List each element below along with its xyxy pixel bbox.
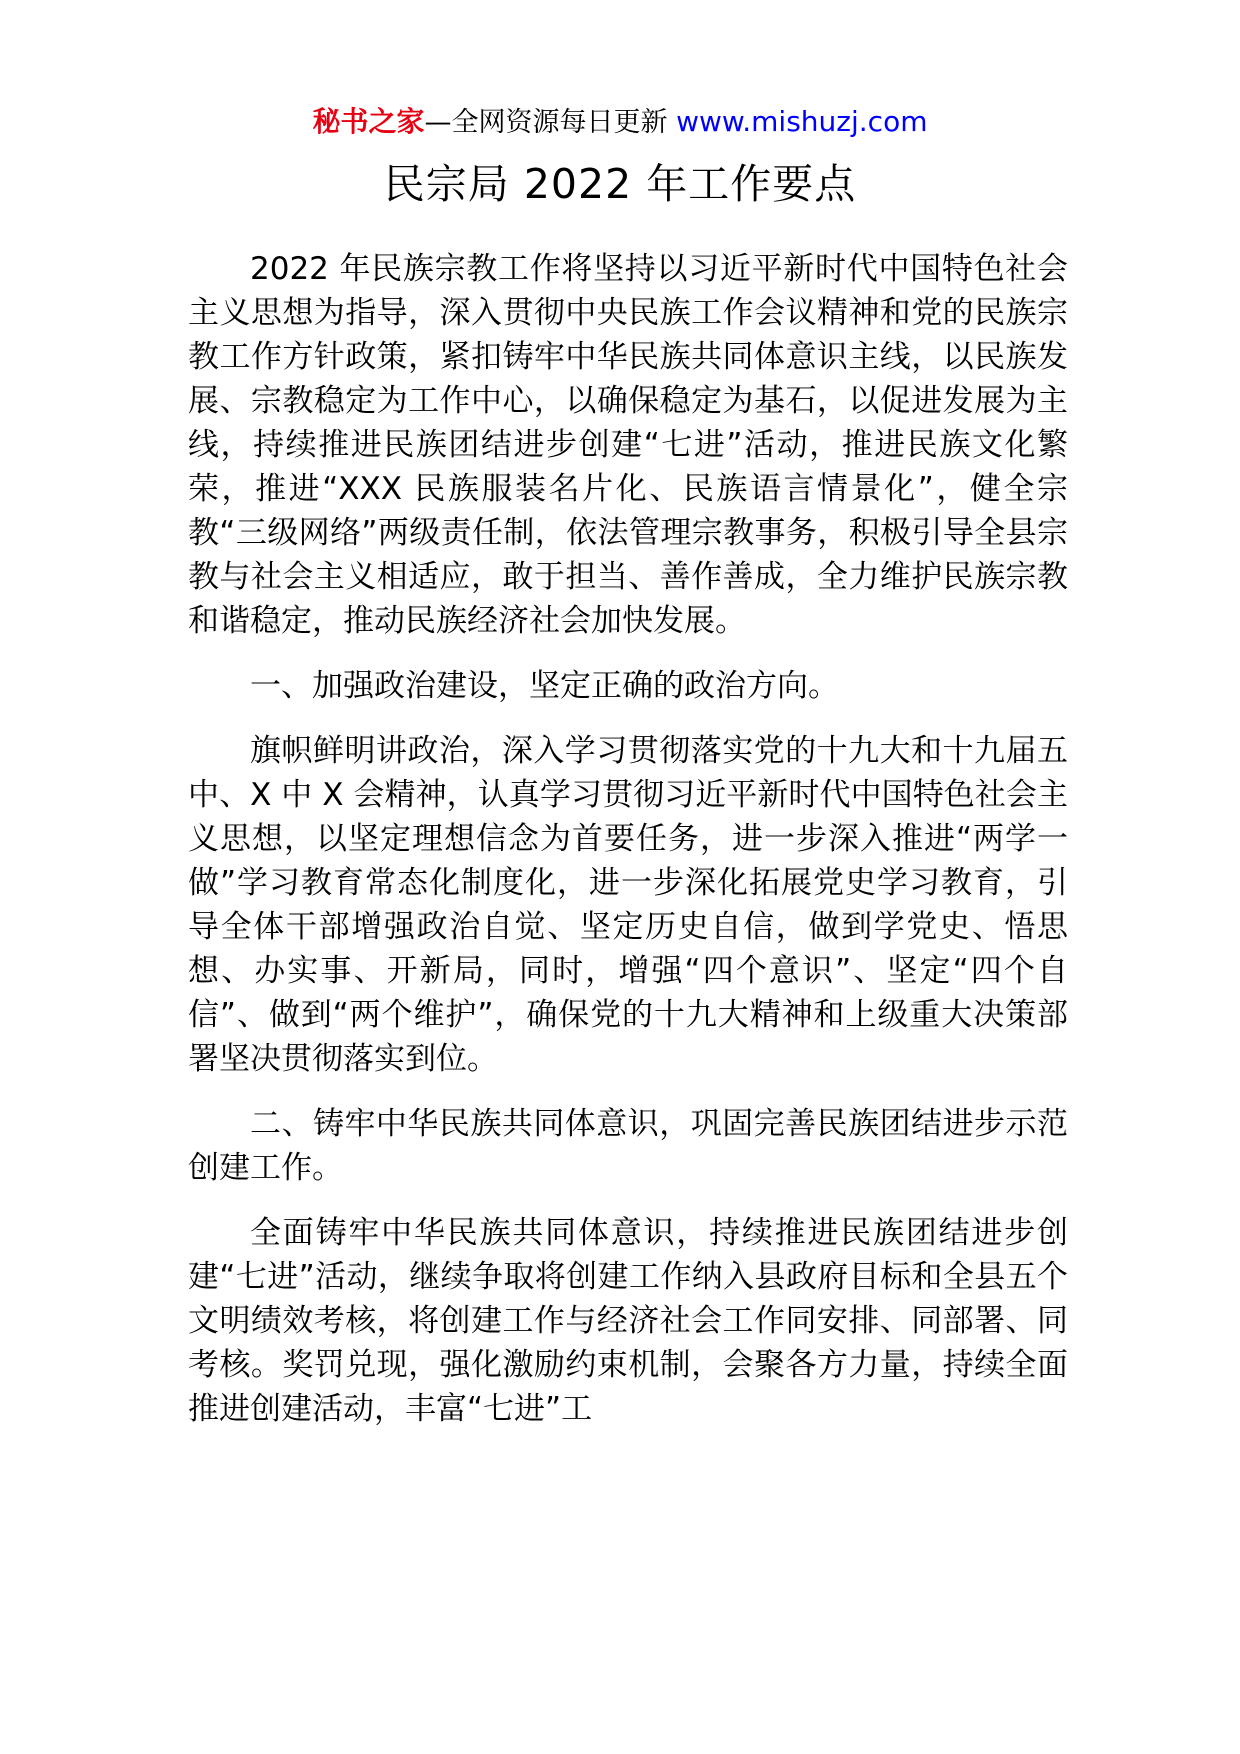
site-url-link[interactable]: www.mishuzj.com (676, 105, 928, 138)
document-body (188, 247, 1068, 1431)
section-heading-2: 二、铸牢中华民族共同体意识，巩固完善民族团结进步示范创建工作。 (188, 1106, 1068, 1186)
banner-tagline: —全网资源每日更新 (424, 107, 668, 138)
intro-paragraph: 2022 年民族宗教工作将坚持以习近平新时代中国特色社会主义思想为指导，深入贯彻中央民族工作会议精神和党的民族宗教工作方针政策，紧扣铸牢中华民族共同体意识主线，以民族发展、宗教稳定为工作中心，以确保稳定为基石，以促进发展为主线，持续推进民族团结进步创建“七进”活动，推进民族文化繁荣，推进“XXX 民族服装名片化、民族语言情景化”，健全宗教“三级网络”两级责任制，依法管理宗教事务，积极引导全县宗教与社会主义相适应，敢于担当、善作善成，全力维护民族宗教和谐稳定，推动民族经济社会加快发展。 (188, 251, 1068, 639)
section-heading-1: 一、加强政治建设，坚定正确的政治方向。 (250, 668, 839, 704)
section-2-paragraph: 全面铸牢中华民族共同体意识，持续推进民族团结进步创建“七进”活动，继续争取将创建工作纳入县政府目标和全县五个文明绩效考核，将创建工作与经济社会工作同安排、同部署、同考核。奖罚兑现，强化激励约束机制，会聚各方力量，持续全面推进创建活动，丰富“七进”工 (188, 1215, 1068, 1427)
document-title: 民宗局 2022 年工作要点 (383, 160, 857, 208)
brand-name: 秘书之家 (312, 105, 425, 138)
section-1-paragraph: 旗帜鲜明讲政治，深入学习贯彻落实党的十九大和十九届五中、X 中 X 会精神，认真学习贯彻习近平新时代中国特色社会主义思想，以坚定理想信念为首要任务，进一步深入推进“两学一做”学习教育常态化制度化，进一步深化拓展党史学习教育，引导全体干部增强政治自觉、坚定历史自信，做到学党史、悟思想、办实事、开新局，同时，增强“四个意识”、坚定“四个自信”、做到“两个维护”，确保党的十九大精神和上级重大决策部署坚决贯彻落实到位。 (188, 733, 1068, 1077)
site-banner (0, 104, 1240, 141)
